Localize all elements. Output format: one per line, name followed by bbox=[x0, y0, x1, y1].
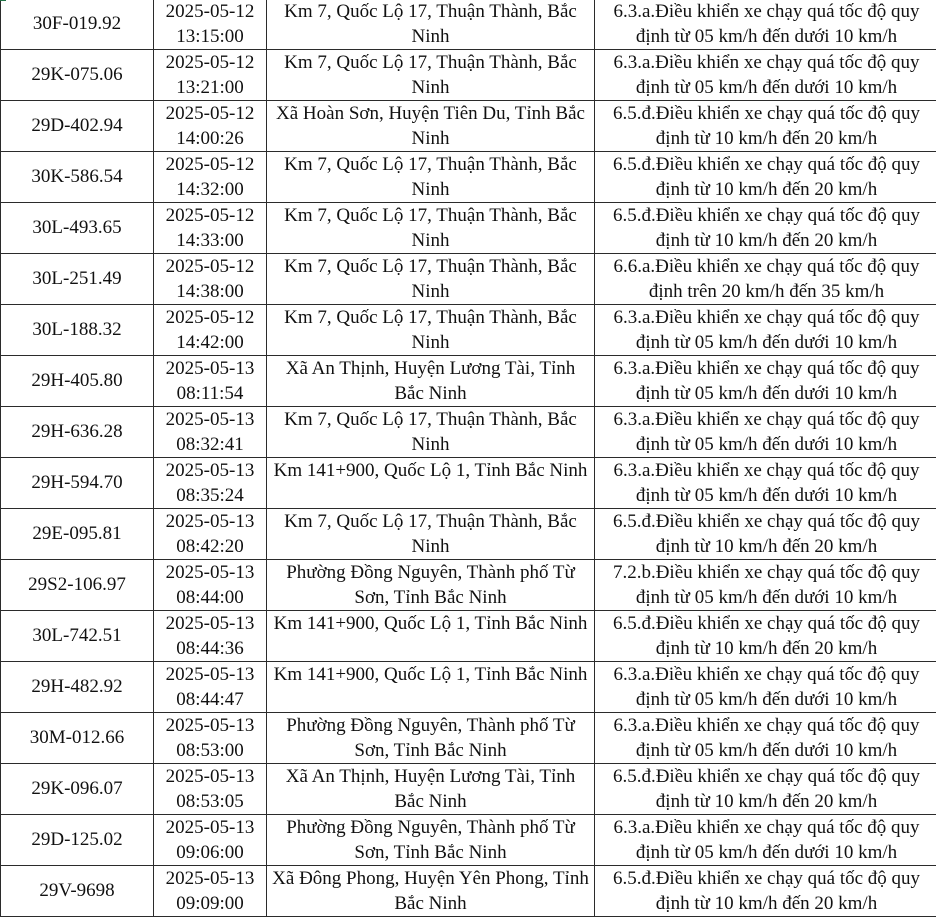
table-row bbox=[1, 662, 936, 713]
violation-cell[interactable]: 6.3.a.Điều khiển xe chạy quá tốc độ quy định từ 05 km/h đến dưới 10 km/h bbox=[595, 0, 936, 50]
table-row bbox=[1, 764, 936, 815]
violations-table-body bbox=[1, 0, 936, 917]
location-cell[interactable]: Km 7, Quốc Lộ 17, Thuận Thành, Bắc Ninh bbox=[267, 152, 595, 203]
timestamp-cell[interactable]: 2025-05-13 08:44:00 bbox=[154, 560, 267, 611]
location-cell[interactable]: Xã Hoàn Sơn, Huyện Tiên Du, Tỉnh Bắc Ninh bbox=[267, 101, 595, 152]
license-plate-cell[interactable]: 29H-594.70 bbox=[1, 458, 154, 509]
violation-cell[interactable]: 6.5.đ.Điều khiển xe chạy quá tốc độ quy định từ 10 km/h đến 20 km/h bbox=[595, 611, 936, 662]
violation-cell[interactable]: 6.5.đ.Điều khiển xe chạy quá tốc độ quy định từ 10 km/h đến 20 km/h bbox=[595, 101, 936, 152]
violation-cell[interactable]: 6.3.a.Điều khiển xe chạy quá tốc độ quy định từ 05 km/h đến dưới 10 km/h bbox=[595, 50, 936, 101]
location-cell[interactable]: Km 7, Quốc Lộ 17, Thuận Thành, Bắc Ninh bbox=[267, 0, 595, 50]
location-cell[interactable]: Phường Đồng Nguyên, Thành phố Từ Sơn, Tỉnh Bắc Ninh bbox=[267, 713, 595, 764]
license-plate-cell[interactable]: 29K-075.06 bbox=[1, 50, 154, 101]
license-plate-cell[interactable]: 30L-188.32 bbox=[1, 305, 154, 356]
timestamp-cell[interactable]: 2025-05-12 13:15:00 bbox=[154, 0, 267, 50]
license-plate-cell[interactable]: 29S2-106.97 bbox=[1, 560, 154, 611]
table-row bbox=[1, 203, 936, 254]
license-plate-cell[interactable]: 29V-9698 bbox=[1, 866, 154, 917]
location-cell[interactable]: Xã Đông Phong, Huyện Yên Phong, Tỉnh Bắc Ninh bbox=[267, 866, 595, 917]
table-row bbox=[1, 560, 936, 611]
license-plate-cell[interactable]: 29H-636.28 bbox=[1, 407, 154, 458]
timestamp-cell[interactable]: 2025-05-13 08:32:41 bbox=[154, 407, 267, 458]
location-cell[interactable]: Phường Đồng Nguyên, Thành phố Từ Sơn, Tỉnh Bắc Ninh bbox=[267, 560, 595, 611]
location-cell[interactable]: Xã An Thịnh, Huyện Lương Tài, Tỉnh Bắc Ninh bbox=[267, 764, 595, 815]
timestamp-cell[interactable]: 2025-05-13 08:42:20 bbox=[154, 509, 267, 560]
violation-cell[interactable]: 6.3.a.Điều khiển xe chạy quá tốc độ quy định từ 05 km/h đến dưới 10 km/h bbox=[595, 356, 936, 407]
violation-cell[interactable]: 6.5.đ.Điều khiển xe chạy quá tốc độ quy định từ 10 km/h đến 20 km/h bbox=[595, 866, 936, 917]
location-cell[interactable]: Xã An Thịnh, Huyện Lương Tài, Tỉnh Bắc Ninh bbox=[267, 356, 595, 407]
timestamp-cell[interactable]: 2025-05-13 08:44:36 bbox=[154, 611, 267, 662]
violation-cell[interactable]: 6.5.đ.Điều khiển xe chạy quá tốc độ quy định từ 10 km/h đến 20 km/h bbox=[595, 764, 936, 815]
location-cell[interactable]: Km 7, Quốc Lộ 17, Thuận Thành, Bắc Ninh bbox=[267, 509, 595, 560]
violation-cell[interactable]: 6.6.a.Điều khiển xe chạy quá tốc độ quy định trên 20 km/h đến 35 km/h bbox=[595, 254, 936, 305]
timestamp-cell[interactable]: 2025-05-13 08:11:54 bbox=[154, 356, 267, 407]
table-row bbox=[1, 305, 936, 356]
location-cell[interactable]: Km 141+900, Quốc Lộ 1, Tỉnh Bắc Ninh bbox=[267, 458, 595, 509]
timestamp-cell[interactable]: 2025-05-13 09:09:00 bbox=[154, 866, 267, 917]
license-plate-cell[interactable]: 30M-012.66 bbox=[1, 713, 154, 764]
license-plate-cell[interactable]: 29E-095.81 bbox=[1, 509, 154, 560]
location-cell[interactable]: Km 141+900, Quốc Lộ 1, Tỉnh Bắc Ninh bbox=[267, 611, 595, 662]
license-plate-cell[interactable]: 29H-482.92 bbox=[1, 662, 154, 713]
timestamp-cell[interactable]: 2025-05-12 14:32:00 bbox=[154, 152, 267, 203]
violation-cell[interactable]: 6.3.a.Điều khiển xe chạy quá tốc độ quy định từ 05 km/h đến dưới 10 km/h bbox=[595, 713, 936, 764]
table-row bbox=[1, 407, 936, 458]
table-row bbox=[1, 713, 936, 764]
violation-cell[interactable]: 7.2.b.Điều khiển xe chạy quá tốc độ quy định từ 05 km/h đến dưới 10 km/h bbox=[595, 560, 936, 611]
violation-cell[interactable]: 6.5.đ.Điều khiển xe chạy quá tốc độ quy định từ 10 km/h đến 20 km/h bbox=[595, 203, 936, 254]
license-plate-cell[interactable]: 30K-586.54 bbox=[1, 152, 154, 203]
violation-cell[interactable]: 6.3.a.Điều khiển xe chạy quá tốc độ quy định từ 05 km/h đến dưới 10 km/h bbox=[595, 815, 936, 866]
table-row bbox=[1, 0, 936, 50]
table-row bbox=[1, 866, 936, 917]
violation-cell[interactable]: 6.5.đ.Điều khiển xe chạy quá tốc độ quy định từ 10 km/h đến 20 km/h bbox=[595, 509, 936, 560]
timestamp-cell[interactable]: 2025-05-13 08:35:24 bbox=[154, 458, 267, 509]
timestamp-cell[interactable]: 2025-05-12 14:42:00 bbox=[154, 305, 267, 356]
violation-cell[interactable]: 6.3.a.Điều khiển xe chạy quá tốc độ quy định từ 05 km/h đến dưới 10 km/h bbox=[595, 305, 936, 356]
timestamp-cell[interactable]: 2025-05-13 08:44:47 bbox=[154, 662, 267, 713]
table-row bbox=[1, 611, 936, 662]
timestamp-cell[interactable]: 2025-05-12 13:21:00 bbox=[154, 50, 267, 101]
selection-corner-marker bbox=[0, 0, 6, 1]
license-plate-cell[interactable]: 30F-019.92 bbox=[1, 0, 154, 50]
table-row bbox=[1, 458, 936, 509]
table-row bbox=[1, 101, 936, 152]
table-row bbox=[1, 50, 936, 101]
timestamp-cell[interactable]: 2025-05-13 09:06:00 bbox=[154, 815, 267, 866]
license-plate-cell[interactable]: 30L-493.65 bbox=[1, 203, 154, 254]
location-cell[interactable]: Km 7, Quốc Lộ 17, Thuận Thành, Bắc Ninh bbox=[267, 305, 595, 356]
license-plate-cell[interactable]: 29K-096.07 bbox=[1, 764, 154, 815]
table-row bbox=[1, 254, 936, 305]
license-plate-cell[interactable]: 29D-402.94 bbox=[1, 101, 154, 152]
timestamp-cell[interactable]: 2025-05-13 08:53:05 bbox=[154, 764, 267, 815]
license-plate-cell[interactable]: 30L-742.51 bbox=[1, 611, 154, 662]
violation-cell[interactable]: 6.5.đ.Điều khiển xe chạy quá tốc độ quy định từ 10 km/h đến 20 km/h bbox=[595, 152, 936, 203]
timestamp-cell[interactable]: 2025-05-12 14:38:00 bbox=[154, 254, 267, 305]
timestamp-cell[interactable]: 2025-05-12 14:00:26 bbox=[154, 101, 267, 152]
violation-cell[interactable]: 6.3.a.Điều khiển xe chạy quá tốc độ quy định từ 05 km/h đến dưới 10 km/h bbox=[595, 458, 936, 509]
license-plate-cell[interactable]: 29H-405.80 bbox=[1, 356, 154, 407]
location-cell[interactable]: Km 7, Quốc Lộ 17, Thuận Thành, Bắc Ninh bbox=[267, 203, 595, 254]
location-cell[interactable]: Phường Đồng Nguyên, Thành phố Từ Sơn, Tỉnh Bắc Ninh bbox=[267, 815, 595, 866]
table-row bbox=[1, 509, 936, 560]
violation-cell[interactable]: 6.3.a.Điều khiển xe chạy quá tốc độ quy định từ 05 km/h đến dưới 10 km/h bbox=[595, 407, 936, 458]
timestamp-cell[interactable]: 2025-05-12 14:33:00 bbox=[154, 203, 267, 254]
location-cell[interactable]: Km 7, Quốc Lộ 17, Thuận Thành, Bắc Ninh bbox=[267, 254, 595, 305]
location-cell[interactable]: Km 7, Quốc Lộ 17, Thuận Thành, Bắc Ninh bbox=[267, 50, 595, 101]
table-row bbox=[1, 152, 936, 203]
table-row bbox=[1, 815, 936, 866]
location-cell[interactable]: Km 141+900, Quốc Lộ 1, Tỉnh Bắc Ninh bbox=[267, 662, 595, 713]
violation-cell[interactable]: 6.3.a.Điều khiển xe chạy quá tốc độ quy định từ 05 km/h đến dưới 10 km/h bbox=[595, 662, 936, 713]
timestamp-cell[interactable]: 2025-05-13 08:53:00 bbox=[154, 713, 267, 764]
license-plate-cell[interactable]: 29D-125.02 bbox=[1, 815, 154, 866]
table-row bbox=[1, 356, 936, 407]
location-cell[interactable]: Km 7, Quốc Lộ 17, Thuận Thành, Bắc Ninh bbox=[267, 407, 595, 458]
license-plate-cell[interactable]: 30L-251.49 bbox=[1, 254, 154, 305]
